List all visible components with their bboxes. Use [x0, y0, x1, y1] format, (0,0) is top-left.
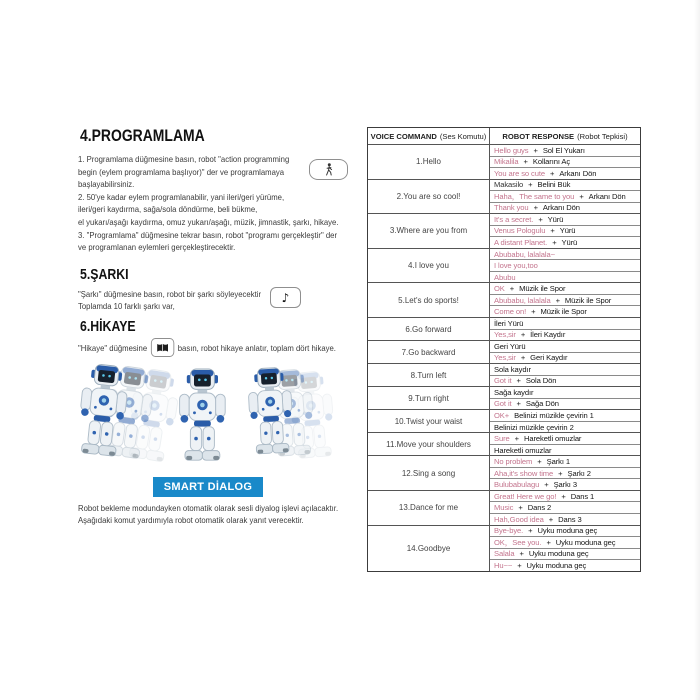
response-action-text: Uyku moduna geç	[526, 560, 587, 570]
command-group	[368, 363, 640, 386]
response-list	[490, 526, 640, 571]
hikaye-paragraph	[78, 338, 336, 357]
response-list	[490, 145, 640, 179]
response-row	[490, 501, 640, 513]
command-group	[368, 490, 640, 525]
response-action-text: Hareketli omuzlar	[523, 434, 582, 444]
plus-separator: +	[533, 203, 538, 213]
text-line: "Şarkı" düğmesine basın, robot bir şarkı söyleyecektir	[78, 289, 262, 299]
response-row	[490, 341, 640, 352]
robot-product-photo	[75, 362, 337, 465]
response-row	[490, 180, 640, 191]
response-list	[490, 433, 640, 455]
plus-separator: +	[520, 353, 526, 363]
plus-separator: +	[537, 457, 542, 467]
response-action-text: Hareketli omuzlar	[494, 445, 552, 455]
response-trigger-text: OK，See you.	[494, 537, 542, 547]
response-trigger-text: Music	[494, 503, 514, 513]
smart-dialog-paragraph	[78, 502, 338, 526]
response-row	[490, 548, 640, 560]
response-row	[490, 375, 640, 387]
response-trigger-text: Venus Pologulu	[494, 226, 546, 236]
response-trigger-text: Yes,sir	[494, 330, 516, 340]
text-line: 2. 50'ye kadar eylem programlanabilir, yani ileri/geri yürüme,	[78, 191, 285, 202]
response-action-text: Dans 3	[558, 514, 582, 524]
plus-separator: +	[520, 330, 526, 340]
response-trigger-text: Abubabu, lalalala~	[494, 249, 555, 259]
response-row	[490, 329, 640, 341]
plus-separator: +	[550, 226, 555, 236]
action-program-button-icon	[309, 159, 348, 180]
response-trigger-text: Bye-bye.	[494, 526, 524, 536]
response-list	[490, 249, 640, 283]
response-trigger-text: Makasilo	[494, 180, 524, 190]
response-row	[490, 559, 640, 571]
voice-command-cell: 13.Dance for me	[368, 491, 490, 525]
response-action-text: Yürü	[559, 226, 576, 236]
response-trigger-text: Hello guys	[494, 145, 529, 155]
response-action-text: Yürü	[547, 214, 564, 224]
response-action-text: Sağa kaydır	[494, 387, 534, 397]
voice-command-cell: 5.Let's do sports!	[368, 283, 490, 317]
response-trigger-text: Got it	[494, 399, 512, 409]
response-row	[490, 536, 640, 548]
plus-separator: +	[516, 376, 521, 386]
response-action-text: Müzik ile Spor	[519, 284, 566, 294]
response-action-text: Belinizi müzikle çevirin 1	[514, 410, 594, 420]
text-line: 3. "Programlama" düğmesine tekrar basın, robot "programı gerçekleştir" der	[78, 229, 338, 240]
plus-separator: +	[546, 537, 551, 547]
plus-separator: +	[533, 145, 538, 155]
plus-separator: +	[544, 480, 549, 490]
plus-separator: +	[552, 238, 557, 248]
voice-command-cell: 14.Goodbye	[368, 526, 490, 571]
response-row	[490, 410, 640, 421]
response-row	[490, 433, 640, 444]
response-list	[490, 341, 640, 363]
response-row	[490, 444, 640, 456]
plus-separator: +	[531, 307, 536, 317]
text-line: begin (eylem programlama başlıyor)" der ve programlamaya	[78, 166, 285, 177]
response-action-text: Uyku moduna geç	[537, 526, 598, 536]
table-body	[368, 144, 640, 571]
sarki-paragraph	[78, 288, 261, 312]
plus-separator: +	[514, 434, 519, 444]
response-trigger-text: No problem	[494, 457, 533, 467]
plus-separator: +	[548, 514, 554, 524]
response-action-text: Arkanı Dön	[559, 168, 597, 178]
response-trigger-text: A distant Planet.	[494, 238, 548, 248]
response-row	[490, 202, 640, 214]
response-action-text: Dans 2	[527, 503, 552, 513]
open-book-icon	[156, 343, 169, 353]
command-group	[368, 213, 640, 248]
plus-separator: +	[558, 468, 563, 478]
response-row	[490, 387, 640, 398]
song-button-icon	[270, 287, 301, 308]
response-row	[490, 225, 640, 237]
text-line: ileri/geri kaydırma, sağa/sola döndürme, beli bükme,	[78, 204, 258, 215]
response-row	[490, 513, 640, 525]
response-row	[490, 271, 640, 283]
smart-dialog-banner: SMART DİALOG	[153, 477, 263, 497]
voice-command-cell: 11.Move your shoulders	[368, 433, 490, 455]
response-action-text: Sola kaydır	[494, 364, 531, 374]
response-trigger-text: Sure	[494, 434, 510, 444]
response-list	[490, 180, 640, 214]
plus-separator: +	[517, 560, 522, 570]
command-group	[368, 282, 640, 317]
command-group	[368, 317, 640, 340]
voice-command-cell: 1.Hello	[368, 145, 490, 179]
response-trigger-text: Mikalila	[494, 157, 519, 167]
response-row	[490, 478, 640, 490]
response-trigger-text: Come on!	[494, 307, 527, 317]
voice-command-cell: 10.Twist your waist	[368, 410, 490, 432]
response-action-text: Arkanı Dön	[542, 203, 580, 213]
response-row	[490, 318, 640, 329]
response-trigger-text: OK	[494, 284, 505, 294]
response-row	[490, 352, 640, 364]
robot-response-header	[490, 128, 640, 144]
text-line: 1. Programlama düğmesine basın, robot "action programming	[78, 154, 290, 164]
text-line: ve programlanan eylemleri gerçekleştirecektir.	[78, 242, 236, 253]
plus-separator: +	[523, 157, 528, 167]
page-edge-shadow	[694, 0, 700, 700]
response-list	[490, 456, 640, 490]
response-action-text: Şarkı 1	[546, 457, 570, 467]
response-trigger-text: Hu~~	[494, 560, 513, 570]
text-line: başlayabilirsiniz.	[78, 179, 135, 190]
response-action-text: Müzik ile Spor	[540, 307, 587, 317]
plus-separator: +	[561, 491, 566, 501]
response-row	[490, 456, 640, 467]
response-row	[490, 259, 640, 271]
section-title-hikaye: 6.HİKAYE	[80, 318, 136, 335]
response-trigger-text: You are so cute	[494, 168, 545, 178]
response-action-text: İleri Yürü	[494, 318, 524, 328]
voice-command-cell: 4.I love you	[368, 249, 490, 283]
response-trigger-text: Got it	[494, 376, 512, 386]
command-group	[368, 409, 640, 432]
response-action-text: İleri Kaydır	[530, 330, 566, 340]
response-row	[490, 398, 640, 410]
response-action-text: Sol El Yukarı	[542, 145, 585, 155]
response-row	[490, 145, 640, 156]
programlama-paragraphs	[78, 153, 338, 254]
response-row	[490, 283, 640, 294]
plus-separator: +	[555, 295, 560, 305]
response-action-text: Uyku moduna geç	[528, 549, 589, 559]
response-action-text: Sola Dön	[525, 376, 557, 386]
command-group	[368, 340, 640, 363]
command-group	[368, 455, 640, 490]
text-line: el yukarı/aşağı kaydırma, omuz yukarı/aşağı, müzik, jimnastik, şarkı, hikaye.	[78, 216, 339, 227]
plus-separator: +	[516, 399, 521, 409]
hikaye-text-after: basın, robot hikaye anlatır, toplam dört hikaye.	[177, 342, 336, 353]
walking-person-icon	[323, 163, 335, 176]
response-row	[490, 421, 640, 433]
response-action-text: Geri Yürü	[494, 341, 526, 351]
response-row	[490, 214, 640, 225]
response-trigger-text: Abubabu, lalalala	[494, 295, 551, 305]
story-button-icon	[151, 338, 174, 357]
response-trigger-text: Yes,sir	[494, 353, 516, 363]
response-trigger-text: Bulubabulagu	[494, 480, 540, 490]
response-row	[490, 364, 640, 375]
voice-command-header-subtitle: (Ses Komutu)	[439, 131, 487, 141]
robot-response-header-title: ROBOT RESPONSE	[502, 131, 575, 141]
response-trigger-text: Aha,it's show time	[494, 468, 554, 478]
command-group	[368, 386, 640, 409]
response-action-text: Dans 1	[570, 491, 595, 501]
table-header-row	[368, 128, 640, 144]
voice-command-cell: 12.Sing a song	[368, 456, 490, 490]
response-trigger-text: Abubu	[494, 272, 516, 282]
plus-separator: +	[579, 191, 584, 201]
text-line: Robot bekleme modundayken otomatik olarak sesli diyalog işlevi açılacaktır.	[78, 503, 339, 513]
text-line: Aşağıdaki komut yardımıyla robot otomatik olarak yanıt verecektir.	[78, 515, 304, 525]
response-action-text: Kollarını Aç	[532, 157, 571, 167]
response-list	[490, 214, 640, 248]
response-trigger-text: Great! Here we go!	[494, 491, 557, 501]
plus-separator: +	[538, 214, 543, 224]
response-trigger-text: Thank you	[494, 203, 529, 213]
response-list	[490, 283, 640, 317]
response-action-text: Belini Bük	[537, 180, 571, 190]
response-trigger-text: OK+	[494, 410, 510, 420]
voice-command-header	[368, 128, 490, 144]
plus-separator: +	[528, 180, 533, 190]
response-action-text: Şarkı 3	[553, 480, 577, 490]
section-title-sarki: 5.ŞARKI	[80, 266, 129, 283]
response-row	[490, 190, 640, 202]
voice-command-cell: 8.Turn left	[368, 364, 490, 386]
response-action-text: Belinizi müzikle çevirin 2	[494, 422, 574, 432]
response-row	[490, 167, 640, 179]
response-trigger-text: Haha，The same to you	[494, 191, 575, 201]
voice-command-cell: 3.Where are you from	[368, 214, 490, 248]
music-note-icon: ♪	[281, 290, 290, 305]
response-action-text: Arkanı Dön	[588, 191, 626, 201]
plus-separator: +	[509, 284, 515, 294]
hikaye-text-before: "Hikaye" düğmesine	[78, 342, 148, 353]
response-row	[490, 526, 640, 537]
response-list	[490, 387, 640, 409]
response-list	[490, 364, 640, 386]
command-group	[368, 432, 640, 455]
voice-command-cell: 6.Go forward	[368, 318, 490, 340]
plus-separator: +	[528, 526, 533, 536]
response-row	[490, 491, 640, 502]
voice-command-header-title: VOICE COMMAND	[370, 131, 437, 141]
response-action-text: Müzik ile Spor	[564, 295, 612, 305]
response-action-text: Geri Kaydır	[530, 353, 568, 363]
voice-command-cell: 7.Go backward	[368, 341, 490, 363]
response-row	[490, 305, 640, 317]
response-list	[490, 491, 640, 525]
response-trigger-text: It's a secret.	[494, 214, 534, 224]
text-line: Toplamda 10 farklı şarkı var,	[78, 301, 175, 311]
voice-command-cell: 9.Turn right	[368, 387, 490, 409]
response-row	[490, 249, 640, 260]
response-trigger-text: Hah,Good idea	[494, 514, 544, 524]
response-action-text: Şarkı 2	[567, 468, 591, 478]
response-action-text: Yürü	[561, 238, 578, 248]
response-list	[490, 410, 640, 432]
response-action-text: Sağa Dön	[525, 399, 559, 409]
response-list	[490, 318, 640, 340]
response-action-text: Uyku moduna geç	[555, 537, 616, 547]
plus-separator: +	[518, 503, 523, 513]
section-title-programlama: 4.PROGRAMLAMA	[80, 126, 205, 145]
plus-separator: +	[519, 549, 524, 559]
command-group	[368, 525, 640, 571]
response-row	[490, 294, 640, 306]
command-group	[368, 179, 640, 214]
robot-response-header-subtitle: (Robot Tepkisi)	[577, 131, 628, 141]
voice-command-table	[367, 127, 641, 572]
command-group	[368, 248, 640, 283]
response-trigger-text: I love you,too	[494, 261, 538, 271]
response-trigger-text: Salala	[494, 549, 515, 559]
response-row	[490, 156, 640, 168]
response-row	[490, 236, 640, 248]
command-group	[368, 144, 640, 179]
plus-separator: +	[550, 168, 555, 178]
response-row	[490, 467, 640, 479]
voice-command-cell: 2.You are so cool!	[368, 180, 490, 214]
